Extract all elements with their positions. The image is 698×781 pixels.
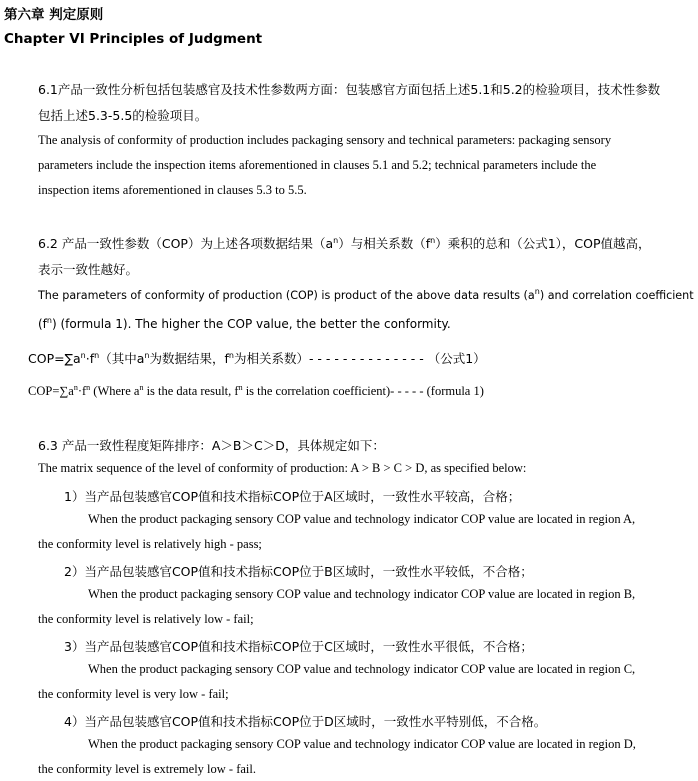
clause-6-3-en: The matrix sequence of the level of conformity of production: A > B > C > D, as specified below:	[38, 461, 527, 475]
clause-6-2-en-line1: The parameters of conformity of production (COP) is product of the above data results $(a^n)$ and correlation coefficient	[38, 287, 694, 302]
list-item-en-line2: the conformity level is relatively high - pass;	[38, 537, 262, 551]
formula-cn: $COP=\sum a^n\cdot f^n$（其中$a^n$为数据结果，$f^n$为相关系数）- - - - - - - - - - - - - - （公式1）	[28, 351, 486, 366]
clause-6-3-cn: 6.3 产品一致性程度矩阵排序：A＞B＞C＞D，具体规定如下：	[38, 438, 385, 453]
list-item-en-line2: the conformity level is relatively low - fail;	[38, 612, 254, 626]
list-item-cn: 2）当产品包装感官COP值和技术指标COP位于B区域时，一致性水平较低，不合格；	[64, 564, 533, 579]
clause-6-2-cn-line1: 6.2 产品一致性参数（COP）为上述各项数据结果$(a^n)$与相关系数$(f^n)$乘积的总和（公式1），COP值越高，	[38, 236, 651, 251]
list-item-cn: 3）当产品包装感官COP值和技术指标COP位于C区域时，一致性水平很低，不合格；	[64, 639, 533, 654]
clause-6-1-en-line3: inspection items aforementioned in clauses 5.3 to 5.5.	[38, 183, 307, 197]
chapter-title-cn: 第六章 判定原则	[4, 7, 104, 23]
clause-6-1-cn-line1: 6.1产品一致性分析包括包装感官及技术性参数两方面：包装感官方面包括上述5.1和5.2的检验项目，技术性参数	[38, 82, 661, 97]
list-item-en-line1: When the product packaging sensory COP value and technology indicator COP value are located in region B,	[88, 587, 636, 601]
clause-6-1-en-line2: parameters include the inspection items aforementioned in clauses 5.1 and 5.2; technical parameters include the	[38, 158, 597, 172]
formula-en: $COP=\sum a^n\cdot f^n$ (Where $a^n$ is the data result, $f^n$ is the correlation coefficient)- - - - - (formula 1)	[28, 383, 484, 398]
list-item-cn: 1）当产品包装感官COP值和技术指标COP位于A区域时，一致性水平较高，合格；	[64, 489, 521, 504]
clause-6-2-cn-line2: 表示一致性越好。	[38, 262, 139, 277]
list-item-en-line2: the conformity level is very low - fail;	[38, 687, 229, 701]
clause-6-2-en-line2: $(f^n)$ (formula 1). The higher the COP value, the better the conformity.	[38, 316, 451, 331]
list-item-en-line1: When the product packaging sensory COP value and technology indicator COP value are located in region D,	[88, 737, 636, 751]
list-item-en-line1: When the product packaging sensory COP value and technology indicator COP value are located in region A,	[88, 512, 636, 526]
list-item-en-line2: the conformity level is extremely low - fail.	[38, 762, 256, 776]
list-item-cn: 4）当产品包装感官COP值和技术指标COP位于D区域时，一致性水平特别低，不合格。	[64, 714, 547, 729]
chapter-title-en: Chapter VI Principles of Judgment	[4, 31, 263, 47]
list-item-en-line1: When the product packaging sensory COP value and technology indicator COP value are located in region C,	[88, 662, 636, 676]
clause-6-1-en-line1: The analysis of conformity of production includes packaging sensory and technical parameters: packaging sensory	[38, 133, 612, 147]
clause-6-1-cn-line2: 包括上述5.3-5.5的检验项目。	[38, 108, 208, 123]
